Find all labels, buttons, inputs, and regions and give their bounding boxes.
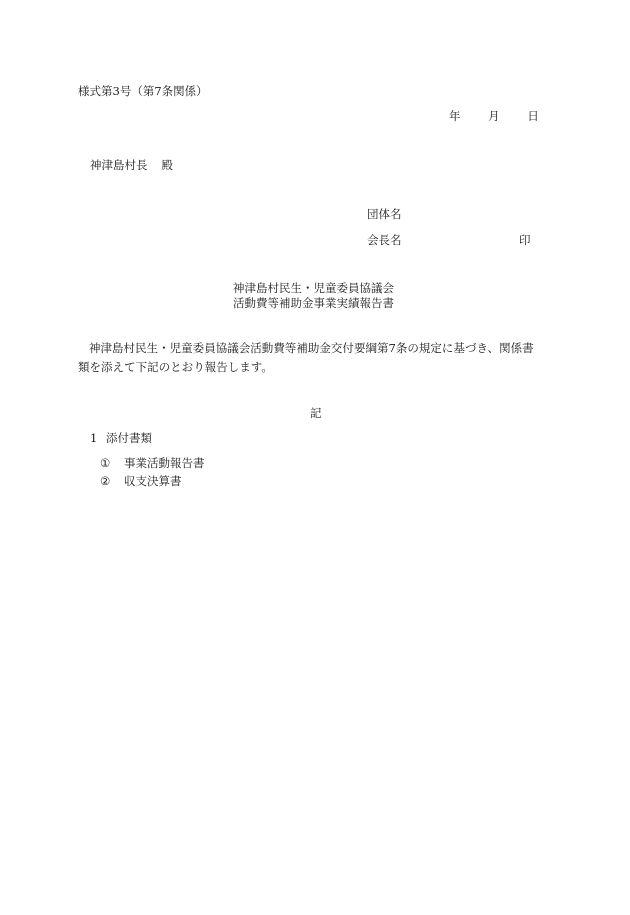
- date-month-label: 月: [488, 109, 500, 123]
- attachments-heading-label: 添付書類: [106, 431, 152, 445]
- date-line: [449, 110, 539, 124]
- record-heading: 記: [310, 406, 322, 420]
- report-title-line1: 神津島村民生・児童委員協議会: [233, 281, 394, 295]
- attachment-item: [100, 475, 182, 489]
- organization-label: 団体名: [367, 207, 402, 221]
- date-year-label: 年: [449, 109, 461, 123]
- attachment-item-label: 収支決算書: [124, 474, 182, 488]
- seal-mark: 印: [519, 233, 531, 247]
- addressee-name: 神津島村長: [90, 158, 148, 172]
- attachment-item-mark: ①: [100, 456, 111, 470]
- form-number: 様式第3号（第7条関係）: [78, 84, 208, 98]
- addressee: [90, 159, 173, 173]
- body-paragraph: [78, 339, 548, 377]
- attachments-number: 1: [90, 431, 98, 445]
- attachments-heading: [90, 432, 152, 446]
- body-line-2: 類を添えて下記のとおり報告します。: [78, 360, 273, 374]
- attachment-item: [100, 457, 205, 471]
- report-title-line2: 活動費等補助金事業実績報告書: [233, 296, 394, 310]
- chair-name-label: 会長名: [367, 233, 402, 247]
- attachment-item-label: 事業活動報告書: [124, 456, 205, 470]
- addressee-honorific: 殿: [161, 158, 173, 172]
- body-line-1: 神津島村民生・児童委員協議会活動費等補助金交付要綱第7条の規定に基づき、関係書: [89, 341, 534, 355]
- attachment-item-mark: ②: [100, 474, 111, 488]
- date-day-label: 日: [527, 109, 539, 123]
